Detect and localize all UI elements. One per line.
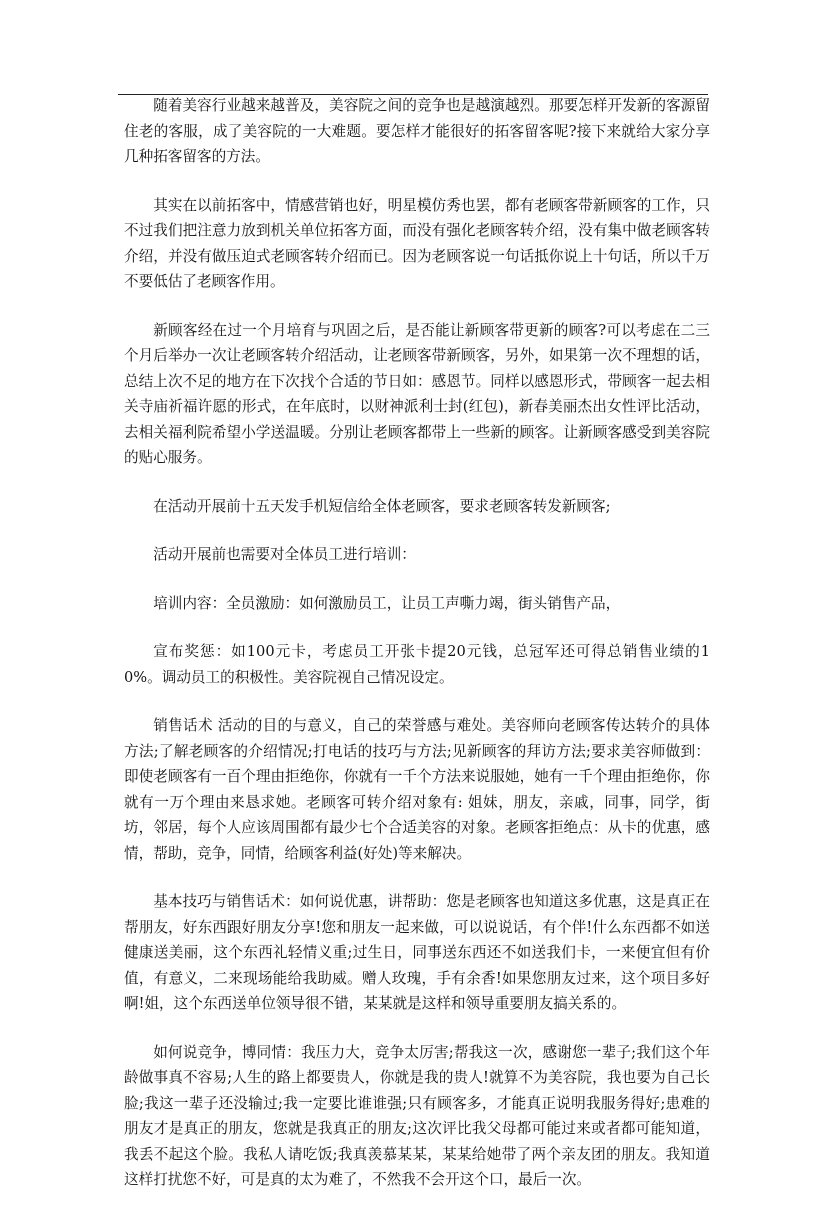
paragraph-intro: 随着美容行业越来越普及，美容院之间的竞争也是越演越烈。那要怎样开发新的客源留住老的客服，成了美容院的一大难题。要怎样才能很好的拓客留客呢?接下来就给大家分享几种拓客留客的方法。 [124, 97, 710, 165]
paragraph-staff-training: 活动开展前也需要对全体员工进行培训： [153, 546, 416, 563]
document-body [124, 93, 710, 1216]
paragraph-referral-activity: 新顾客经在过一个月培育与巩固之后，是否能让新顾客带更新的顾客?可以考虑在二三个月后举办一次让老顾客转介绍活动，让老顾客带新顾客，另外，如果第一次不理想的话，总结上次不足的地方在下次找个合适的节日如：感恩节。同样以感恩形式，带顾客一起去相关寺庙祈福许愿的形式，在年底时，以财神派利士封(红包)，新春美丽杰出女性评比活动，去相关福利院希望小学送温暖。分别让老顾客都带上一些新的顾客。让新顾客感受到美容院的贴心服务。 [124, 321, 710, 466]
paragraph-competition-sympathy: 如何说竞争，博同情：我压力大，竞争太厉害;帮我这一次，感谢您一辈子;我们这个年龄做事真不容易;人生的路上都要贵人，你就是我的贵人!就算不为美容院，我也要为自己长脸;我这一辈子还没输过;我一定要比谁谁强;只有顾客多，才能真正说明我服务得好;患难的朋友才是真正的朋友，您就是我真正的朋友;这次评比我父母都可能过来或者都可能知道，我丢不起这个脸。我私人请吃饭;我真羡慕某某，某某给她带了两个亲友团的朋友。我知道这样打扰您不好，可是真的太为难了，不然我不会开这个口，最后一次。 [124, 1043, 710, 1188]
paragraph-sms-notice: 在活动开展前十五天发手机短信给全体老顾客，要求老顾客转发新顾客; [153, 497, 611, 515]
paragraph-sales-script: 销售话术 活动的目的与意义，自己的荣誉感与难处。美容师向老顾客传达转介的具体方法;了解老顾客的介绍情况;打电话的技巧与方法;见新顾客的拜访方法;要求美容师做到：即使老顾客有一百个理由拒绝你，你就有一千个方法来说服她，她有一千个理由拒绝你，你就有一万个理由来恳求她。老顾客可转介绍对象有: 姐妹，朋友，亲戚，同事，同学，街坊，邻居，每个人应该周围都有最少七个合适美容的对象。老顾客拒绝点：从卡的优惠，感情，帮助，竞争，同情，给顾客利益(好处)等来解决。 [124, 717, 710, 862]
paragraph-training-content: 培训内容：全员激励：如何激励员工，让员工声嘶力竭，街头销售产品， [153, 594, 621, 612]
paragraph-basic-techniques: 基本技巧与销售话术：如何说优惠，讲帮助：您是老顾客也知道这多优惠，这是真正在帮朋友，好东西跟好朋友分享!您和朋友一起来做，可以说说话，有个伴!什么东西都不如送健康送美丽，这个东西礼轻情义重;过生日，同事送东西还不如送我们卡，一来便宜但有价值，有意义，二来现场能给我助威。赠人玫瑰，手有余香!如果您朋友过来，这个项目多好啊!姐，这个东西送单位领导很不错，某某就是这样和领导重要朋友搞关系的。 [124, 893, 710, 1012]
paragraph-rewards: 宣布奖惩：如100元卡，考虑员工开张卡提20元钱，总冠军还可得总销售业绩的10%。调动员工的积极性。美容院视自己情况设定。 [124, 643, 710, 686]
paragraph-referral-background: 其实在以前拓客中，情感营销也好，明星模仿秀也罢，都有老顾客带新顾客的工作，只不过我们把注意力放到机关单位拓客方面，而没有强化老顾客转介绍，没有集中做老顾客转介绍，并没有做压迫式老顾客转介绍而已。因为老顾客说一句话抵你说上十句话，所以千万不要低估了老顾客作用。 [124, 196, 710, 290]
